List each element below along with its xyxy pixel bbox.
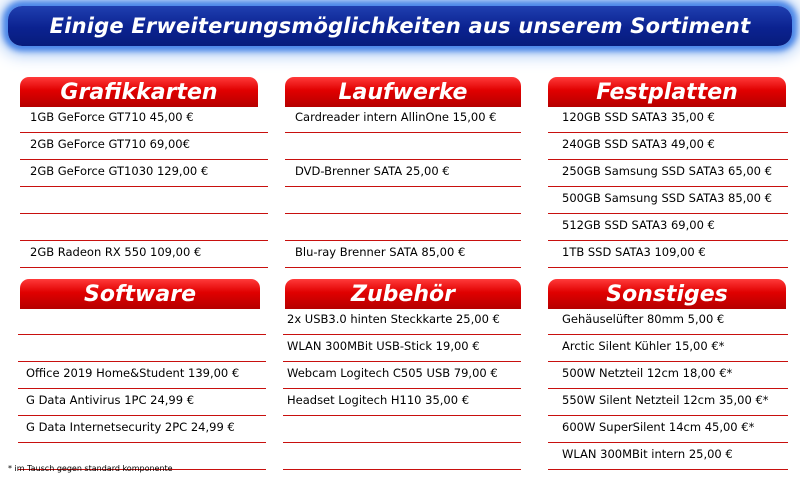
list-item: WLAN 300MBit USB-Stick 19,00 € [283,334,521,362]
list-item: 500GB Samsung SSD SATA3 85,00 € [548,186,788,214]
list-item: 120GB SSD SATA3 35,00 € [548,105,788,133]
list-item: Headset Logitech H110 35,00 € [283,388,521,416]
list-item [285,132,521,160]
category-title: Laufwerke [338,80,468,105]
list-item: 2GB GeForce GT710 69,00€ [20,132,268,160]
list-item: 550W Silent Netzteil 12cm 35,00 €* [548,388,788,416]
category-header [548,279,786,309]
category-title: Grafikkarten [60,80,218,105]
category-header [20,77,258,107]
category-title: Sonstiges [606,282,728,307]
list-item: Blu-ray Brenner SATA 85,00 € [285,240,521,268]
category-header [548,77,786,107]
list-item [285,186,521,214]
list-item: DVD-Brenner SATA 25,00 € [285,159,521,187]
category-title: Festplatten [596,80,738,105]
list-item: WLAN 300MBit intern 25,00 € [548,442,788,470]
list-item: 1TB SSD SATA3 109,00 € [548,240,788,268]
title-banner [8,6,792,46]
category-festplatten [548,77,788,269]
category-title: Software [84,282,196,307]
category-header [20,279,260,309]
list-item: 512GB SSD SATA3 69,00 € [548,213,788,241]
list-item [283,415,521,443]
category-header [285,279,521,309]
banner-title: Einige Erweiterungsmöglichkeiten aus unserem Sortiment [49,14,751,38]
list-item: G Data Antivirus 1PC 24,99 € [18,388,266,416]
list-item: 2GB Radeon RX 550 109,00 € [20,240,268,268]
list-item [20,213,268,241]
list-item: 500W Netzteil 12cm 18,00 €* [548,361,788,389]
list-item: Gehäuselüfter 80mm 5,00 € [548,307,788,335]
list-item [283,442,521,470]
footnote: * im Tausch gegen standard komponente [8,464,173,473]
category-zubehoer [283,279,521,471]
list-item: 240GB SSD SATA3 49,00 € [548,132,788,160]
list-item: 250GB Samsung SSD SATA3 65,00 € [548,159,788,187]
list-item: 2GB GeForce GT1030 129,00 € [20,159,268,187]
list-item: G Data Internetsecurity 2PC 24,99 € [18,415,266,443]
list-item [285,213,521,241]
list-item [20,186,268,214]
list-item: Office 2019 Home&Student 139,00 € [18,361,266,389]
category-grafikkarten [20,77,268,269]
category-title: Zubehör [351,282,455,307]
list-item [18,307,266,335]
category-laufwerke [285,77,521,269]
category-sonstiges [548,279,788,471]
list-item: Arctic Silent Kühler 15,00 €* [548,334,788,362]
category-software [18,279,266,471]
list-item: 1GB GeForce GT710 45,00 € [20,105,268,133]
list-item: 600W SuperSilent 14cm 45,00 €* [548,415,788,443]
list-item: Webcam Logitech C505 USB 79,00 € [283,361,521,389]
list-item: Cardreader intern AllinOne 15,00 € [285,105,521,133]
list-item: 2x USB3.0 hinten Steckkarte 25,00 € [283,307,521,335]
list-item [18,334,266,362]
category-header [285,77,521,107]
